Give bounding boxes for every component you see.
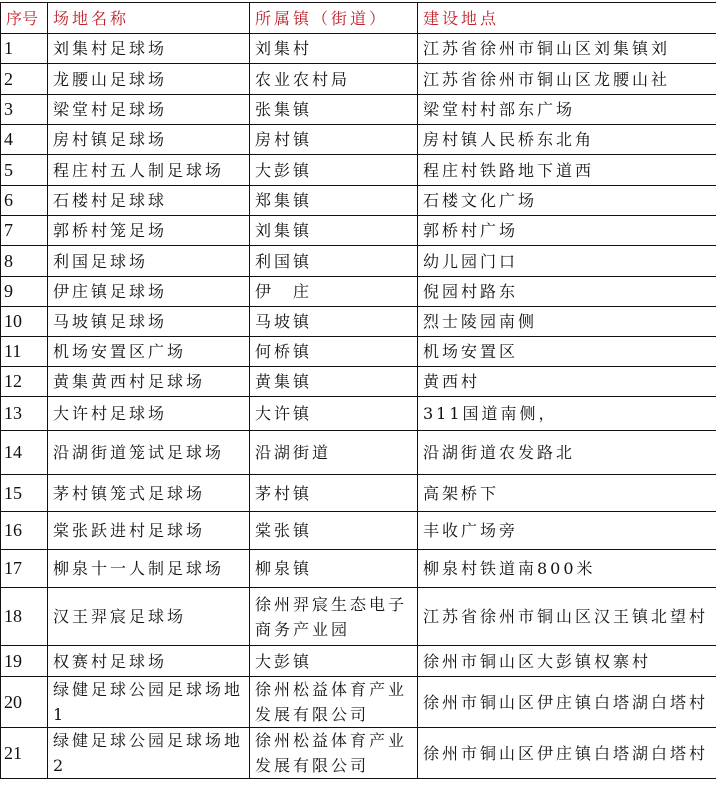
cell-town: 棠张镇 <box>250 512 418 550</box>
cell-town: 沿湖街道 <box>250 431 418 475</box>
cell-location: 江苏省徐州市铜山区汉王镇北望村 <box>418 588 716 646</box>
cell-location: 江苏省徐州市铜山区龙腰山社 <box>418 64 716 95</box>
cell-field-name: 利国足球场 <box>48 246 250 277</box>
cell-index: 15 <box>1 475 48 512</box>
table-row <box>1 337 716 367</box>
table-row <box>1 512 716 550</box>
cell-field-name: 黄集黄西村足球场 <box>48 367 250 397</box>
header-index: 序号 <box>1 3 48 34</box>
table-row <box>1 728 716 779</box>
cell-index: 14 <box>1 431 48 475</box>
cell-index: 16 <box>1 512 48 550</box>
cell-field-name: 马坡镇足球场 <box>48 307 250 337</box>
table-row <box>1 588 716 646</box>
header-town: 所属镇（街道） <box>250 3 418 34</box>
cell-index: 19 <box>1 646 48 677</box>
cell-index: 11 <box>1 337 48 367</box>
cell-location: 黄西村 <box>418 367 716 397</box>
cell-index: 18 <box>1 588 48 646</box>
cell-town: 郑集镇 <box>250 186 418 216</box>
header-location: 建设地点 <box>418 3 716 34</box>
cell-town: 何桥镇 <box>250 337 418 367</box>
cell-index: 13 <box>1 397 48 431</box>
cell-town: 房村镇 <box>250 125 418 155</box>
cell-field-name: 汉王羿宸足球场 <box>48 588 250 646</box>
cell-index: 2 <box>1 64 48 95</box>
table-row <box>1 186 716 216</box>
cell-town: 大彭镇 <box>250 155 418 186</box>
cell-index: 5 <box>1 155 48 186</box>
cell-location: 柳泉村铁道南800米 <box>418 550 716 588</box>
cell-town: 马坡镇 <box>250 307 418 337</box>
cell-location: 311国道南侧， <box>418 397 716 431</box>
cell-location: 倪园村路东 <box>418 277 716 307</box>
cell-field-name: 茅村镇笼式足球场 <box>48 475 250 512</box>
cell-field-name: 龙腰山足球场 <box>48 64 250 95</box>
cell-field-name: 权赛村足球场 <box>48 646 250 677</box>
cell-field-name: 郭桥村笼足场 <box>48 216 250 246</box>
cell-index: 21 <box>1 728 48 779</box>
table-row <box>1 216 716 246</box>
cell-index: 4 <box>1 125 48 155</box>
cell-town: 大许镇 <box>250 397 418 431</box>
cell-location: 程庄村铁路地下道西 <box>418 155 716 186</box>
cell-field-name: 伊庄镇足球场 <box>48 277 250 307</box>
table-row <box>1 34 716 64</box>
cell-location: 江苏省徐州市铜山区刘集镇刘 <box>418 34 716 64</box>
header-row <box>1 3 716 34</box>
cell-town: 农业农村局 <box>250 64 418 95</box>
cell-location: 石楼文化广场 <box>418 186 716 216</box>
cell-field-name: 梁堂村足球场 <box>48 95 250 125</box>
table-row <box>1 646 716 677</box>
cell-location: 徐州市铜山区伊庄镇白塔湖白塔村 <box>418 728 716 779</box>
football-field-table <box>0 2 716 779</box>
cell-index: 9 <box>1 277 48 307</box>
cell-index: 7 <box>1 216 48 246</box>
table-row <box>1 475 716 512</box>
cell-location: 高架桥下 <box>418 475 716 512</box>
cell-location: 徐州市铜山区伊庄镇白塔湖白塔村 <box>418 677 716 728</box>
cell-location: 梁堂村村部东广场 <box>418 95 716 125</box>
cell-location: 幼儿园门口 <box>418 246 716 277</box>
cell-index: 20 <box>1 677 48 728</box>
cell-town: 徐州羿宸生态电子商务产业园 <box>250 588 418 646</box>
cell-town: 徐州松益体育产业发展有限公司 <box>250 728 418 779</box>
cell-town: 黄集镇 <box>250 367 418 397</box>
table-row <box>1 155 716 186</box>
cell-location: 徐州市铜山区大彭镇权寨村 <box>418 646 716 677</box>
table-row <box>1 431 716 475</box>
cell-location: 房村镇人民桥东北角 <box>418 125 716 155</box>
cell-field-name: 柳泉十一人制足球场 <box>48 550 250 588</box>
table-row <box>1 367 716 397</box>
cell-town: 柳泉镇 <box>250 550 418 588</box>
cell-field-name: 刘集村足球场 <box>48 34 250 64</box>
cell-location: 机场安置区 <box>418 337 716 367</box>
cell-field-name: 绿健足球公园足球场地2 <box>48 728 250 779</box>
table-row <box>1 64 716 95</box>
cell-field-name: 大许村足球场 <box>48 397 250 431</box>
cell-location: 郭桥村广场 <box>418 216 716 246</box>
cell-field-name: 绿健足球公园足球场地1 <box>48 677 250 728</box>
cell-field-name: 程庄村五人制足球场 <box>48 155 250 186</box>
cell-index: 6 <box>1 186 48 216</box>
table-row <box>1 307 716 337</box>
cell-town: 利国镇 <box>250 246 418 277</box>
cell-town: 徐州松益体育产业发展有限公司 <box>250 677 418 728</box>
cell-town: 伊 庄 <box>250 277 418 307</box>
cell-index: 17 <box>1 550 48 588</box>
table-row <box>1 397 716 431</box>
cell-field-name: 沿湖街道笼试足球场 <box>48 431 250 475</box>
cell-index: 3 <box>1 95 48 125</box>
table-row <box>1 125 716 155</box>
table-row <box>1 277 716 307</box>
cell-location: 沿湖街道农发路北 <box>418 431 716 475</box>
header-field-name: 场地名称 <box>48 3 250 34</box>
cell-field-name: 机场安置区广场 <box>48 337 250 367</box>
table-row <box>1 246 716 277</box>
cell-index: 1 <box>1 34 48 64</box>
cell-location: 丰收广场旁 <box>418 512 716 550</box>
cell-field-name: 房村镇足球场 <box>48 125 250 155</box>
cell-town: 茅村镇 <box>250 475 418 512</box>
cell-town: 大彭镇 <box>250 646 418 677</box>
cell-town: 刘集镇 <box>250 216 418 246</box>
cell-field-name: 石楼村足球球 <box>48 186 250 216</box>
table-row <box>1 95 716 125</box>
table-row <box>1 550 716 588</box>
table-row <box>1 677 716 728</box>
cell-index: 12 <box>1 367 48 397</box>
cell-town: 刘集村 <box>250 34 418 64</box>
cell-index: 8 <box>1 246 48 277</box>
cell-town: 张集镇 <box>250 95 418 125</box>
cell-field-name: 棠张跃进村足球场 <box>48 512 250 550</box>
cell-index: 10 <box>1 307 48 337</box>
cell-location: 烈士陵园南侧 <box>418 307 716 337</box>
